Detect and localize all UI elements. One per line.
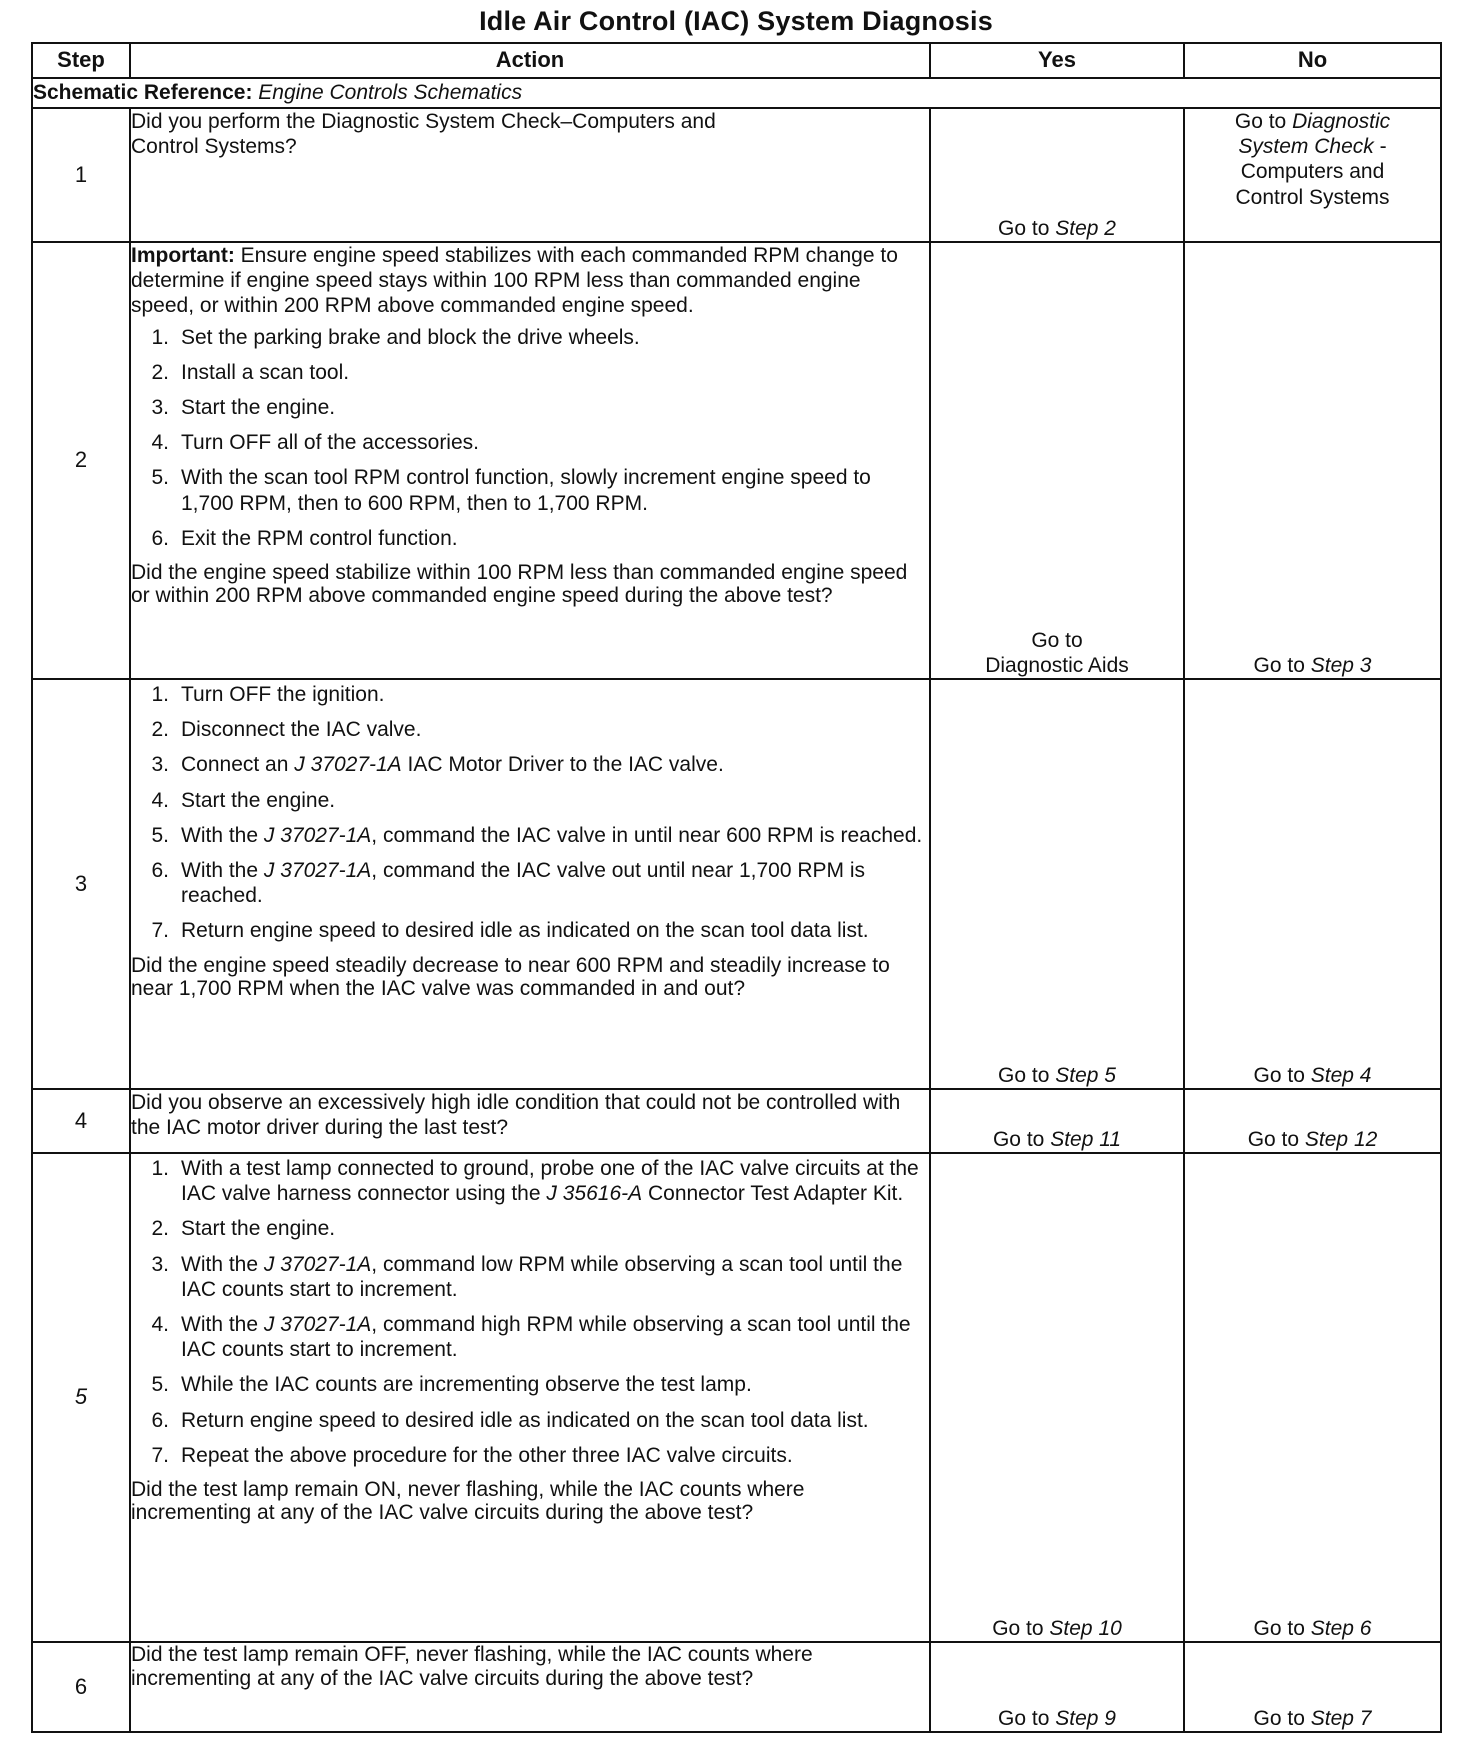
no-step-link: Step 3 <box>1310 653 1372 677</box>
list-item: 4. With the J 37027-1A, command high RPM while observing a scan tool until the IAC counts start to increment. <box>151 1312 911 1362</box>
tool-reference: J 37027-1A <box>263 1252 372 1276</box>
no-step-link: Step 12 <box>1304 1127 1378 1151</box>
yes-step-link: Step 10 <box>1049 1616 1122 1640</box>
yes-step-link: Step 11 <box>1050 1127 1122 1151</box>
document-title: Idle Air Control (IAC) System Diagnosis <box>479 6 993 36</box>
table-row <box>32 1642 1441 1732</box>
list-item: 2. Start the engine. <box>151 1217 336 1241</box>
tool-reference: J 37027-1A <box>294 753 402 777</box>
no-line-2 <box>1185 134 1440 159</box>
action-cell <box>130 679 930 1089</box>
header-row <box>32 43 1441 78</box>
list-item: 4. Turn OFF all of the accessories. <box>151 431 479 455</box>
action-cell <box>130 1642 930 1732</box>
procedure-list <box>131 682 929 944</box>
action-cell <box>130 108 930 242</box>
tool-reference: J 35616-A <box>546 1182 643 1206</box>
list-item: 3. Connect an J 37027-1A IAC Motor Driver to the IAC valve. <box>151 753 724 777</box>
no-prefix: Go to <box>1234 110 1287 133</box>
list-item: 1. Turn OFF the ignition. <box>151 683 385 706</box>
yes-cell <box>930 108 1184 242</box>
schematic-label: Schematic Reference: <box>33 81 253 105</box>
yes-prefix: Go to <box>992 1616 1044 1640</box>
list-item: 4. Start the engine. <box>151 788 336 812</box>
question-text: Did the engine speed steadily decrease to near 600 RPM and steadily increase to near 1,700 RPM when the IAC valve was commanded in and out? <box>131 953 890 1001</box>
yes-prefix: Go to <box>998 216 1050 240</box>
diagnosis-table <box>31 42 1442 1733</box>
table-row <box>32 1089 1441 1153</box>
list-item: 5. With the J 37027-1A, command the IAC valve in until near 600 RPM is reached. <box>151 823 923 847</box>
header-yes: Yes <box>930 43 1184 78</box>
no-cell <box>1184 242 1441 679</box>
header-step: Step <box>32 43 130 78</box>
step-number: 6 <box>32 1642 130 1732</box>
important-text: Ensure engine speed stabilizes with each commanded RPM change to determine if engine speed stays within 100 RPM less than commanded engine speed, or within 200 RPM above commanded engine speed. <box>131 244 898 318</box>
step-number: 4 <box>32 1089 130 1153</box>
list-item: 5. With the scan tool RPM control function, slowly increment engine speed to 1,700 RPM, then to 600 RPM, then to 1,700 RPM. <box>151 466 871 515</box>
step-number: 2 <box>32 242 130 679</box>
no-link-part-2: System Check <box>1238 135 1374 159</box>
action-cell <box>130 1153 930 1642</box>
list-item: 3. With the J 37027-1A, command low RPM while observing a scan tool until the IAC counts start to increment. <box>151 1252 903 1301</box>
no-step-link: Step 6 <box>1310 1616 1372 1640</box>
yes-step-link: Step 5 <box>1055 1063 1116 1087</box>
no-cell <box>1184 108 1441 242</box>
important-note <box>131 243 929 319</box>
procedure-list <box>131 325 929 551</box>
list-item: 2. Disconnect the IAC valve. <box>151 718 422 742</box>
no-cell <box>1184 679 1441 1089</box>
no-step-link: Step 4 <box>1310 1063 1372 1087</box>
no-prefix: Go to <box>1253 1706 1305 1730</box>
action-cell <box>130 1089 930 1153</box>
question-text: Did you perform the Diagnostic System Check–Computers and Control Systems? <box>131 110 716 159</box>
table-row <box>32 1153 1441 1642</box>
action-cell <box>130 242 930 679</box>
schematic-row <box>32 78 1441 108</box>
tool-reference: J 37027-1A <box>263 858 372 882</box>
no-cell <box>1184 1642 1441 1732</box>
list-item: 6. With the J 37027-1A, command the IAC valve out until near 1,700 RPM is reached. <box>151 858 866 908</box>
list-item: 1. With a test lamp connected to ground, probe one of the IAC valve circuits at the IAC valve harness connector using the J 35616-A Connector Test Adapter Kit. <box>151 1157 919 1206</box>
no-line-3: Computers and <box>1240 160 1385 184</box>
schematic-reference <box>32 78 1441 108</box>
no-link-part-1: Diagnostic <box>1292 110 1391 133</box>
schematic-link: Engine Controls Schematics <box>258 81 523 105</box>
no-suffix: - <box>1379 135 1387 159</box>
no-cell <box>1184 1089 1441 1153</box>
yes-cell <box>930 242 1184 679</box>
list-item: 5. While the IAC counts are incrementing observe the test lamp. <box>151 1373 752 1397</box>
yes-cell <box>930 1089 1184 1153</box>
table-row <box>32 679 1441 1089</box>
no-prefix: Go to <box>1253 653 1305 677</box>
no-step-link: Step 7 <box>1310 1706 1372 1730</box>
yes-step-link: Step 9 <box>1055 1706 1116 1730</box>
no-cell <box>1184 1153 1441 1642</box>
yes-line-1: Go to <box>1031 628 1083 652</box>
list-item: 6. Return engine speed to desired idle as indicated on the scan tool data list. <box>151 1408 869 1432</box>
list-item: 3. Start the engine. <box>151 395 336 419</box>
step-number: 5 <box>32 1153 130 1642</box>
yes-cell <box>930 1642 1184 1732</box>
tool-reference: J 37027-1A <box>263 1312 372 1336</box>
tool-reference: J 37027-1A <box>263 823 372 847</box>
list-item: 2. Install a scan tool. <box>151 360 350 384</box>
yes-cell <box>930 1153 1184 1642</box>
table-row <box>32 108 1441 242</box>
question-text: Did the engine speed stabilize within 100 RPM less than commanded engine speed or within 200 RPM above commanded engine speed during the above test? <box>131 560 908 608</box>
no-prefix: Go to <box>1253 1063 1305 1087</box>
header-no: No <box>1184 43 1441 78</box>
yes-prefix: Go to <box>992 1127 1045 1151</box>
list-item: 6. Exit the RPM control function. <box>151 526 458 550</box>
yes-prefix: Go to <box>998 1063 1050 1087</box>
step-number: 1 <box>32 108 130 242</box>
list-item: 1. Set the parking brake and block the drive wheels. <box>151 325 640 349</box>
step-number: 3 <box>32 679 130 1089</box>
important-label: Important: <box>131 244 235 267</box>
list-item: 7. Repeat the above procedure for the other three IAC valve circuits. <box>151 1443 793 1467</box>
yes-line-2: Diagnostic Aids <box>985 653 1129 677</box>
yes-cell <box>930 679 1184 1089</box>
yes-prefix: Go to <box>998 1706 1050 1730</box>
no-prefix: Go to <box>1253 1616 1305 1640</box>
no-line-1 <box>1185 109 1440 134</box>
header-action: Action <box>130 43 930 78</box>
yes-step-link: Step 2 <box>1055 216 1116 240</box>
no-line-4: Control Systems <box>1235 185 1390 209</box>
question-text: Did the test lamp remain ON, never flashing, while the IAC counts where incrementing at any of the IAC valve circuits during the above test? <box>131 1477 805 1525</box>
question-text: Did you observe an excessively high idle condition that could not be controlled with the IAC motor driver during the last test? <box>131 1091 901 1140</box>
list-item: 7. Return engine speed to desired idle as indicated on the scan tool data list. <box>151 919 869 943</box>
table-row <box>32 242 1441 679</box>
question-text: Did the test lamp remain OFF, never flashing, while the IAC counts where incrementing at any of the IAC valve circuits during the above test? <box>131 1643 813 1690</box>
no-prefix: Go to <box>1247 1127 1300 1151</box>
procedure-list <box>131 1156 929 1468</box>
